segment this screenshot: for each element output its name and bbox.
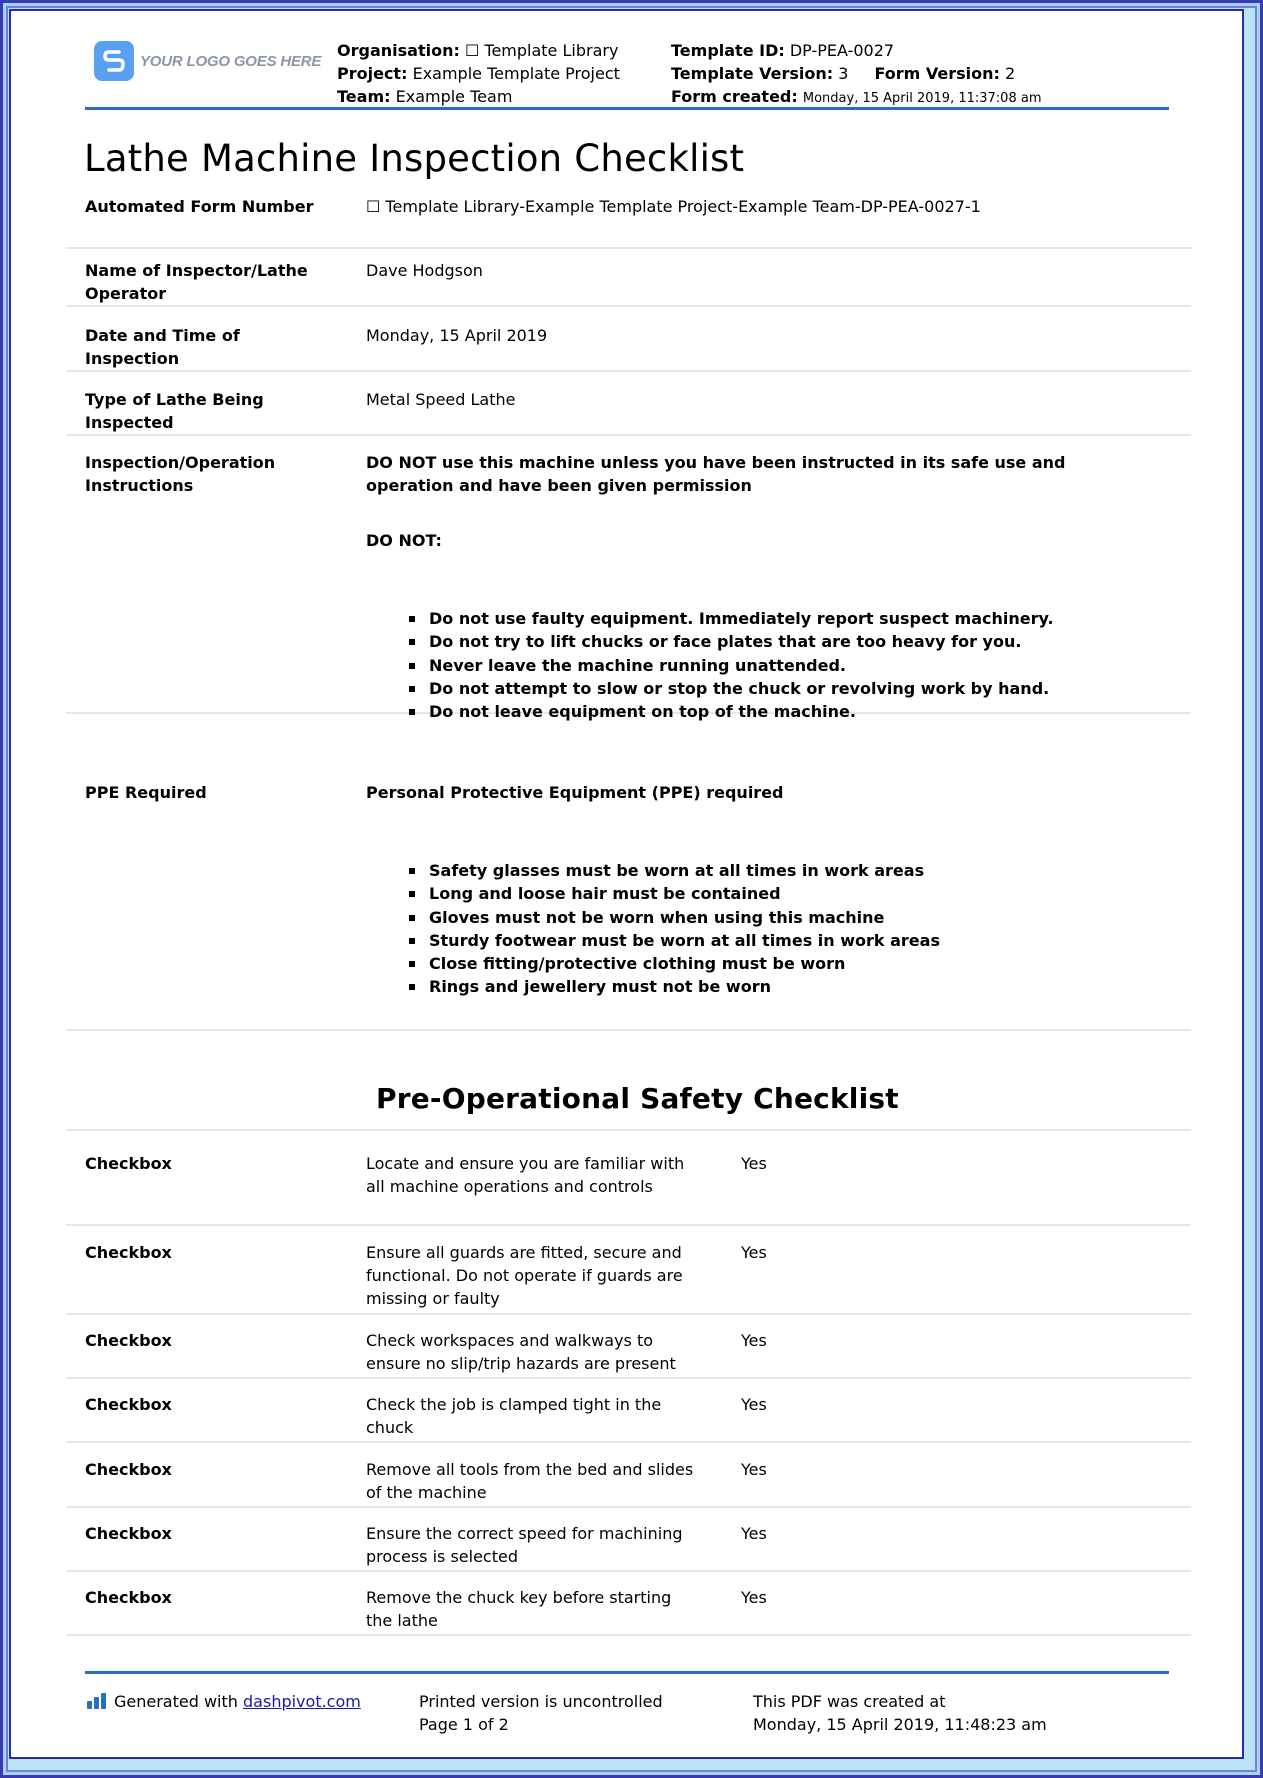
table-row	[66, 1458, 1191, 1508]
list-item: Rings and jewellery must not be worn	[429, 975, 1126, 998]
table-row	[66, 1393, 1191, 1443]
team-value: Example Team	[395, 87, 513, 106]
field-value: Dave Hodgson	[366, 261, 483, 280]
row-answer: Yes	[741, 1524, 767, 1543]
list-item: Close fitting/protective clothing must be worn	[429, 952, 1126, 975]
row-item: Check the job is clamped tight in the chuck	[366, 1395, 662, 1437]
organisation-value: ☐ Template Library	[464, 41, 619, 60]
row-item: Ensure the correct speed for machining process is selected	[366, 1524, 683, 1566]
template-version-label: Template Version:	[671, 64, 834, 83]
generated-prefix: Generated with	[114, 1692, 238, 1711]
uncontrolled-note: Printed version is uncontrolled	[419, 1692, 663, 1711]
field-ppe	[66, 781, 1191, 1031]
table-row	[66, 1586, 1191, 1636]
row-answer: Yes	[741, 1588, 767, 1607]
row-type: Checkbox	[85, 1243, 172, 1262]
page-number: Page 1 of 2	[419, 1715, 509, 1734]
field-label: Automated Form Number	[85, 197, 314, 216]
field-inspector	[66, 259, 1191, 307]
list-item: Long and loose hair must be contained	[429, 882, 1126, 905]
field-label: Name of Inspector/Lathe Operator	[85, 261, 308, 303]
row-item: Locate and ensure you are familiar with all machine operations and controls	[366, 1154, 685, 1196]
logo-icon	[94, 41, 134, 81]
instructions-do-not: DO NOT:	[366, 531, 442, 550]
template-id-label: Template ID:	[671, 41, 785, 60]
field-label: Type of Lathe Being Inspected	[85, 390, 264, 432]
template-id-value: DP-PEA-0027	[789, 41, 895, 60]
instructions-intro: DO NOT use this machine unless you have been instructed in its safe use and operation and have been given permission	[366, 453, 1066, 495]
project-label: Project:	[337, 64, 408, 83]
table-row	[66, 1152, 1191, 1226]
field-instructions	[66, 451, 1191, 722]
form-created-label: Form created:	[671, 87, 798, 106]
list-item: Never leave the machine running unattended.	[429, 654, 1126, 677]
header-template-info	[671, 39, 1041, 110]
list-item: Sturdy footwear must be worn at all times in work areas	[429, 929, 1126, 952]
list-item: Safety glasses must be worn at all times in work areas	[429, 859, 1126, 882]
row-type: Checkbox	[85, 1395, 172, 1414]
team-label: Team:	[337, 87, 391, 106]
list-item: Do not leave equipment on top of the machine.	[429, 700, 1126, 723]
document-page	[9, 9, 1244, 1759]
row-type: Checkbox	[85, 1331, 172, 1350]
row-answer: Yes	[741, 1395, 767, 1414]
field-form-number	[66, 195, 1191, 249]
row-type: Checkbox	[85, 1588, 172, 1607]
company-logo	[94, 41, 321, 81]
pdf-created-value: Monday, 15 April 2019, 11:48:23 am	[753, 1715, 1047, 1734]
template-version-value: 3	[838, 64, 849, 83]
row-item: Remove all tools from the bed and slides of the machine	[366, 1460, 694, 1502]
footer-pdf-created	[753, 1690, 1047, 1736]
table-row	[66, 1329, 1191, 1379]
header-project-info	[337, 39, 620, 108]
project-value: Example Template Project	[412, 64, 620, 83]
field-label: Inspection/Operation Instructions	[85, 453, 276, 495]
row-type: Checkbox	[85, 1524, 172, 1543]
field-value: Metal Speed Lathe	[366, 390, 516, 409]
dashpivot-link[interactable]: dashpivot.com	[243, 1692, 361, 1711]
field-value: Monday, 15 April 2019	[366, 326, 548, 345]
table-row	[66, 1522, 1191, 1572]
row-type: Checkbox	[85, 1460, 172, 1479]
row-answer: Yes	[741, 1331, 767, 1350]
logo-text: YOUR LOGO GOES HERE	[140, 52, 322, 70]
list-item: Gloves must not be worn when using this machine	[429, 906, 1126, 929]
ppe-intro: Personal Protective Equipment (PPE) required	[366, 783, 784, 802]
form-created-value: Monday, 15 April 2019, 11:37:08 am	[802, 91, 1042, 106]
footer-generated	[87, 1690, 361, 1713]
list-item: Do not try to lift chucks or face plates that are too heavy for you.	[429, 630, 1126, 653]
page-title: Lathe Machine Inspection Checklist	[84, 137, 745, 180]
field-lathe-type	[66, 388, 1191, 436]
dashpivot-icon	[87, 1693, 106, 1709]
list-item: Do not use faulty equipment. Immediately report suspect machinery.	[429, 607, 1126, 630]
form-version-value: 2	[1004, 64, 1016, 83]
organisation-label: Organisation:	[337, 41, 460, 60]
field-label: Date and Time of Inspection	[85, 326, 240, 368]
ppe-list	[366, 859, 1126, 999]
row-answer: Yes	[741, 1460, 767, 1479]
row-answer: Yes	[741, 1243, 767, 1262]
field-label: PPE Required	[85, 783, 207, 802]
form-version-label: Form Version:	[874, 64, 1000, 83]
footer-uncontrolled	[419, 1690, 663, 1736]
section-title: Pre-Operational Safety Checklist	[376, 1082, 899, 1115]
field-value: ☐ Template Library-Example Template Project-Example Team-DP-PEA-0027-1	[366, 197, 981, 216]
field-date	[66, 324, 1191, 372]
header-divider	[85, 107, 1169, 110]
footer-divider	[85, 1671, 1169, 1674]
pdf-created-label: This PDF was created at	[753, 1692, 946, 1711]
row-type: Checkbox	[85, 1154, 172, 1173]
row-item: Ensure all guards are fitted, secure and functional. Do not operate if guards are missing or faulty	[366, 1243, 683, 1308]
list-item: Do not attempt to slow or stop the chuck or revolving work by hand.	[429, 677, 1126, 700]
row-item: Check workspaces and walkways to ensure no slip/trip hazards are present	[366, 1331, 676, 1373]
row-answer: Yes	[741, 1154, 767, 1173]
section-divider	[66, 1129, 1191, 1131]
instructions-list	[366, 607, 1126, 723]
row-item: Remove the chuck key before starting the lathe	[366, 1588, 672, 1630]
table-row	[66, 1241, 1191, 1315]
